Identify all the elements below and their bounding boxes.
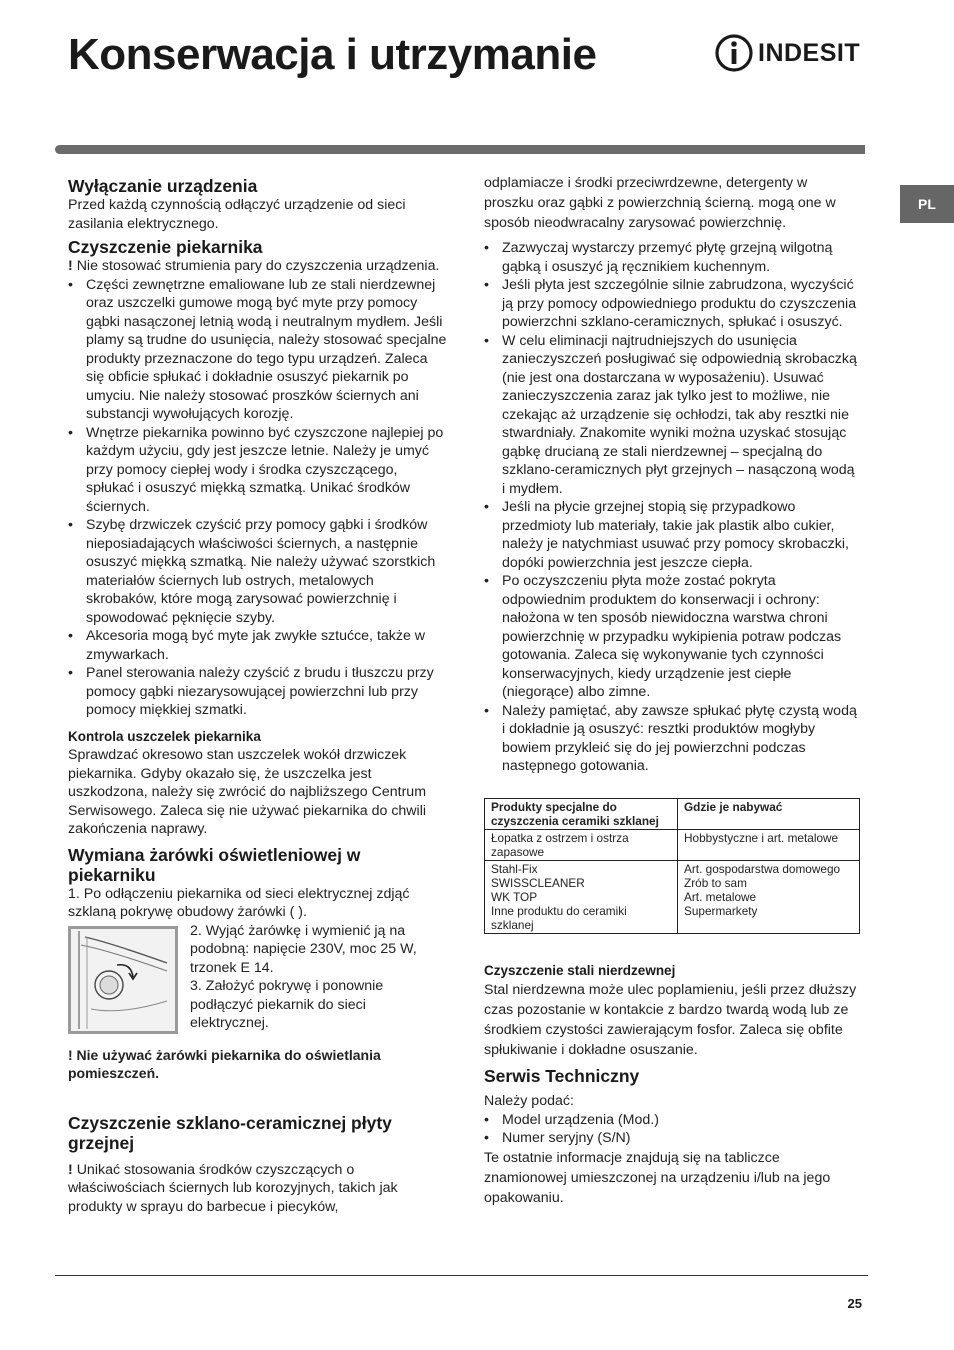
oven-lamp-icon — [71, 929, 175, 1031]
section-title-stainless-steel: Czyszczenie stali nierdzewnej — [484, 962, 676, 978]
indesit-logo — [714, 30, 874, 76]
table-cell: Hobbystyczne i art. metalowe — [678, 829, 860, 860]
table-cell — [485, 860, 678, 933]
table-header-cell: Produkty specjalne do czyszczenia ceramiki szklanej — [485, 798, 678, 829]
table-cell-line: Stahl-Fix — [491, 861, 538, 876]
bulb-step-1: 1. Po odłączeniu piekarnika od sieci elektrycznej zdjąć szklaną pokrywę obudowy żarówki ( ). — [68, 885, 410, 920]
service-text: Te ostatnie informacje znajdują się na tabliczce znamionowej umieszczonej na urządzeniu i/lub na jego opakowaniu. — [484, 1149, 831, 1206]
table-cell-line: Supermarkety — [684, 903, 758, 918]
list-item: • Szybę drzwiczek czyścić przy pomocy gąbki i środków nieposiadających właściwości ściernych, a następnie osuszyć miękką szmatką. Nie należy używać szorstkich materiałów ściernych lub ostrych, metalowych skrobaków, które mogą zarysować powierzchnię i spowodować pęknięcie szyby. — [68, 516, 448, 627]
table-cell-line: Zrób to sam — [684, 875, 747, 890]
glass-ceramic-list — [484, 239, 860, 776]
list-item: • Akcesoria mogą być myte jak zwykłe sztućce, także w zmywarkach. — [68, 627, 448, 664]
list-item: • Panel sterowania należy czyścić z brudu i tłuszczu przy pomocy gąbki niezarysowującej powierzchni lub przy pomocy miękkiej szmatki. — [68, 664, 448, 720]
left-column — [68, 176, 448, 1216]
table-header-cell: Gdzie je nabywać — [678, 798, 860, 829]
right-column — [484, 173, 860, 1208]
list-item: • Wnętrze piekarnika powinno być czyszczone najlepiej po każdym użyciu, gdy jest jeszcze letnie. Należy je umyć przy pomocy ciepłej wody i środka czyszczącego, spłukać i osuszyć miękką szmatką. Unikać środków ściernych. — [68, 424, 448, 517]
table-row — [485, 829, 860, 860]
bulb-step-3: 3. Założyć pokrywę i ponownie podłączyć piekarnik do sieci elektrycznej. — [190, 978, 384, 1031]
table-cell-line: WK TOP — [491, 889, 538, 904]
language-tab: PL — [900, 185, 954, 223]
bulb-step-2: 2. Wyjąć żarówkę i wymienić ją na podobną: napięcie 230V, moc 25 W, trzonek E 14. — [190, 922, 417, 976]
top-rule — [55, 145, 865, 154]
table-row — [485, 860, 860, 933]
table-cell-line: Art. gospodarstwa domowego — [684, 861, 841, 876]
page-title: Konserwacja i utrzymanie — [68, 30, 597, 79]
glass-ceramic-continued: odplamiacze i środki przeciwrdzewne, detergenty w proszku oraz gąbki z powierzchnią ścierną. mogą one w sposób nieodwracalny zarysować powierzchnię. — [484, 175, 836, 231]
table-cell-line: Inne produktu do ceramiki szklanej — [491, 903, 627, 932]
table-cell-line: Art. metalowe — [684, 889, 757, 904]
list-item: • Jeśli na płycie grzejnej stopią się przypadkowo przedmioty lub materiały, takie jak plastik albo cukier, należy je natychmiast usuwać przy pomocy skrobaczki, dopóki powierzchnia jest jeszcze ciepła. — [484, 498, 860, 572]
stainless-steel-text: Stal nierdzewna może ulec poplamieniu, jeśli przez dłuższy czas pozostanie w kontakcie z bardzo twardą wodą lub ze środkiem czystości zawierającym fosfor. Zaleca się obfite spłukiwanie i dokładne osuszanie. — [484, 982, 857, 1058]
list-item: • Po oczyszczeniu płyta może zostać pokryta odpowiednim produktem do konserwacji i ochrony: nałożona w ten sposób niewidoczna warstwa chroni powierzchnię w przypadku wykipienia potraw podczas gotowania. Zaleca się wykonywanie tych czynności konserwacyjnych, kiedy urządzenie jest ciepłe (niegorące) albo zimne. — [484, 572, 860, 702]
list-item: • Zazwyczaj wystarczy przemyć płytę grzejną wilgotną gąbką i osuszyć ją ręcznikiem kuchennym. — [484, 239, 860, 276]
service-list — [484, 1111, 860, 1148]
list-item: • Numer seryjny (S/N) — [484, 1129, 860, 1148]
indesit-logo-icon — [714, 33, 754, 73]
power-off-text: Przed każdą czynnością odłączyć urządzenie od sieci zasilania elektrycznego. — [68, 197, 406, 232]
service-intro: Należy podać: — [484, 1093, 574, 1109]
list-item: • Model urządzenia (Mod.) — [484, 1111, 860, 1130]
list-item: • W celu eliminacji najtrudniejszych do usunięcia zanieczyszczeń posługiwać się odpowiednią skrobaczką (nie jest ona dostarczana w wyposażeniu). Usuwać zanieczyszczenia zaraz jak tylko jest to możliwe, nie czekając aż urządzenie się ochłodzi, tak aby resztki nie stwardniały. Znakomite wyniki można uzyskać stosując gąbkę drucianą ze stali nierdzewnej – specjalną do szklano-ceramicznych płyt grzejnych – nasączoną wodą i mydłem. — [484, 332, 860, 499]
warning-icon: ! — [68, 1161, 73, 1178]
table-cell-line: SWISSCLEANER — [491, 875, 585, 890]
oven-cleaning-list — [68, 276, 448, 720]
section-title-oven-cleaning: Czyszczenie piekarnika — [68, 237, 263, 257]
list-item: • Jeśli płyta jest szczególnie silnie zabrudzona, wyczyścić ją przy pomocy odpowiedniego produktu do czyszczenia powierzchni szklano-ceramicznych, spłukać i osuszyć. — [484, 276, 860, 332]
oven-cleaning-warning: ! Nie stosować strumienia pary do czyszczenia urządzenia. — [68, 258, 440, 274]
bulb-warning: ! Nie używać żarówki piekarnika do oświetlania pomieszczeń. — [68, 1046, 381, 1081]
section-title-power-off: Wyłączanie urządzenia — [68, 176, 258, 196]
list-item: • Należy pamiętać, aby zawsze spłukać płytę czystą wodą i dokładnie ją osuszyć: resztki produktów mogłyby bowiem przykleić się do jej powierzchni podczas następnego gotowania. — [484, 702, 860, 776]
warning-icon: ! — [68, 258, 73, 274]
products-table — [484, 798, 860, 934]
section-title-service: Serwis Techniczny — [484, 1066, 640, 1086]
table-row — [485, 798, 860, 829]
section-title-bulb-replacement: Wymiana żarówki oświetleniowej w piekarniku — [68, 844, 361, 885]
section-title-glass-ceramic: Czyszczenie szklano-ceramicznej płyty grzejnej — [68, 1112, 392, 1153]
glass-ceramic-warning: ! Unikać stosowania środków czyszczących o właściwościach ściernych lub korozyjnych, takich jak produkty w sprayu do barbecue i piecyków, — [68, 1161, 398, 1215]
section-title-seal-check: Kontrola uszczelek piekarnika — [68, 728, 261, 744]
bulb-illustration — [68, 926, 178, 1034]
bulb-replacement-section — [68, 885, 448, 1038]
table-cell: Łopatka z ostrzem i ostrza zapasowe — [485, 829, 678, 860]
table-cell — [678, 860, 860, 933]
list-item: • Części zewnętrzne emaliowane lub ze stali nierdzewnej oraz uszczelki gumowe mogą być myte przy pomocy gąbki nasączonej letnią wodą i neutralnym mydłem. Jeśli plamy są trudne do usunięcia, należy stosować specjalne produkty przeznaczone do tego typu urządzeń. Zaleca się obficie spłukać i dokładnie osuszyć piekarnik po umyciu. Nie należy stosować proszków ściernych ani substancji wywołujących korozję. — [68, 276, 448, 424]
bottom-rule — [55, 1275, 868, 1276]
page-number: 25 — [847, 1296, 862, 1311]
logo-text: INDESIT — [758, 38, 861, 67]
seal-check-text: Sprawdzać okresowo stan uszczelek wokół drzwiczek piekarnika. Gdyby okazało się, że uszczelka jest uszkodzona, należy się zwrócić do najbliższego Centrum Serwisowego. Zaleca się nie używać piekarnika do chwili zakończenia naprawy. — [68, 747, 427, 837]
